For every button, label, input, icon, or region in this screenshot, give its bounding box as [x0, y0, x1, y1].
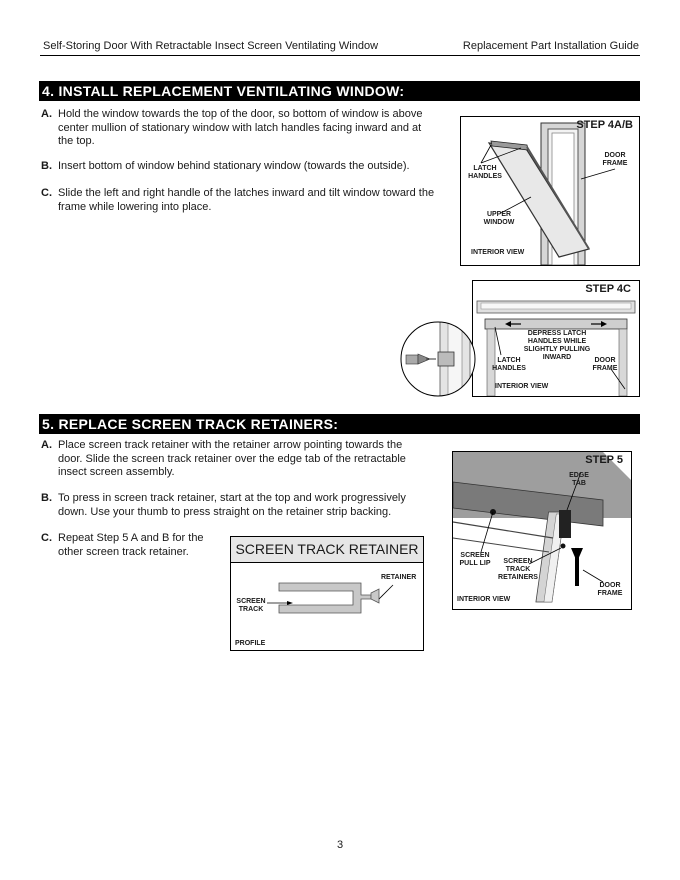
edge-tab-label: EDGE TAB [569, 472, 589, 487]
step-5c [41, 532, 213, 559]
step-text: Place screen track retainer with the retainer arrow pointing towards the door. Slide the screen track retainer over the edge tab of the retractable insect screen assembly. [58, 439, 406, 478]
guide-title: Replacement Part Installation Guide [462, 40, 639, 52]
step-5a [41, 439, 421, 480]
step-letter: C. [41, 187, 52, 199]
step-letter: B. [41, 160, 52, 172]
retainer-label: RETAINER [381, 574, 417, 581]
step-5b [41, 492, 421, 519]
page-number: 3 [336, 839, 344, 851]
upper-window-label: UPPER WINDOW [483, 211, 515, 226]
header-rule [40, 55, 640, 56]
step-4b [41, 160, 436, 174]
door-frame-label: DOOR FRAME [602, 152, 628, 167]
section-4-heading: 4. INSTALL REPLACEMENT VENTILATING WINDOW: [39, 81, 640, 101]
step-text: Repeat Step 5 A and B for the other screen track retainer. [58, 532, 204, 558]
doc-title: Self-Storing Door With Retractable Insect Screen Ventilating Window [43, 40, 379, 52]
section-5-heading: 5. REPLACE SCREEN TRACK RETAINERS: [39, 414, 640, 434]
screen-pull-lip-label: SCREEN PULL LIP [459, 552, 491, 567]
screen-track-retainers-label: SCREEN TRACK RETAINERS [498, 558, 538, 581]
step-4ab-title: STEP 4A/B [576, 119, 633, 131]
step-4c-title: STEP 4C [585, 283, 631, 295]
interior-view-label: INTERIOR VIEW [471, 249, 525, 256]
step-text: To press in screen track retainer, start at the top and work progressively down. Use your thumb to press straight on the retainer strip backing. [58, 492, 406, 518]
door-frame-label: DOOR FRAME [597, 582, 623, 597]
screen-track-retainer-box [230, 536, 424, 651]
step-text: Slide the left and right handle of the latches inward and tilt window toward the frame while lowering into place. [58, 187, 435, 213]
screen-track-label: SCREEN TRACK [236, 598, 266, 613]
door-frame-label: DOOR FRAME [592, 357, 618, 372]
step-4c [41, 187, 436, 214]
interior-view-label: INTERIOR VIEW [457, 596, 511, 603]
retainer-box-title: SCREEN TRACK RETAINER [231, 537, 423, 563]
step-5-title: STEP 5 [585, 454, 623, 466]
latch-magnifier [398, 318, 478, 400]
latch-handles-label: LATCH HANDLES [468, 165, 502, 180]
figure-step-4ab [460, 116, 640, 266]
latch-handles-label: LATCH HANDLES [492, 357, 526, 372]
figure-step-5 [452, 451, 632, 610]
door-window-illustration [461, 117, 639, 265]
step-letter: B. [41, 492, 52, 504]
step-text: Insert bottom of window behind stationary window (towards the outside). [58, 160, 410, 172]
depress-instruction-label: DEPRESS LATCH HANDLES WHILE SLIGHTLY PULLING INWARD [523, 330, 591, 361]
profile-label: PROFILE [235, 640, 266, 647]
interior-view-label: INTERIOR VIEW [495, 383, 549, 390]
step-letter: C. [41, 532, 52, 544]
step-letter: A. [41, 108, 52, 120]
figure-step-4c [472, 280, 640, 397]
retainer-profile-drawing [231, 537, 423, 650]
step-letter: A. [41, 439, 52, 451]
step-text: Hold the window towards the top of the door, so bottom of window is above center mullion of stationary window with latch handles facing inward and at the top. [58, 108, 423, 147]
step-4a [41, 108, 436, 149]
